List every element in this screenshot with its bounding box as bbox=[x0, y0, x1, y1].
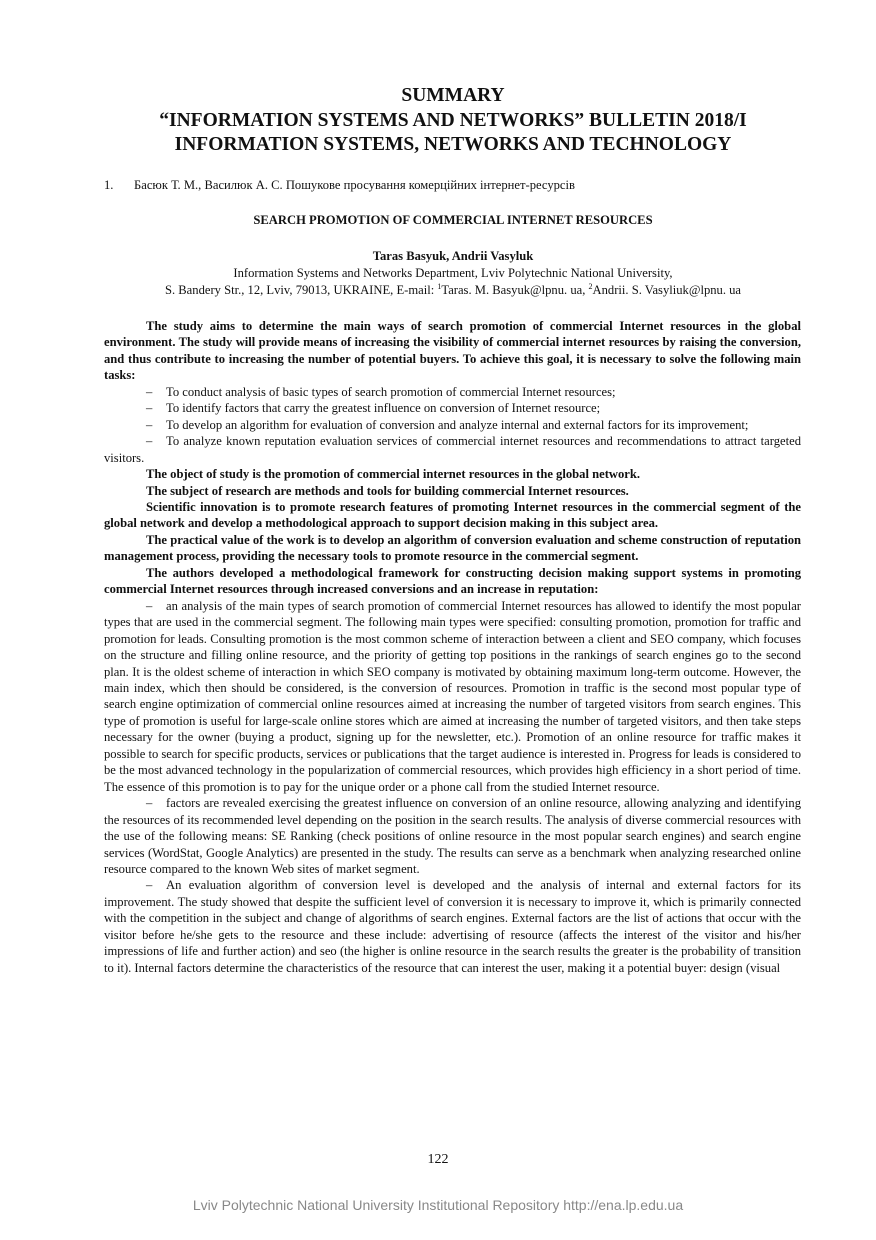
dash-marker: – bbox=[146, 384, 153, 399]
email-superscript: 2 bbox=[588, 281, 593, 291]
subject-paragraph: The subject of research are methods and tools for building commercial Internet resources. bbox=[146, 483, 629, 498]
page-number: 122 bbox=[427, 1152, 449, 1167]
email-superscript: 1 bbox=[437, 281, 442, 291]
dash-marker: – bbox=[146, 417, 153, 432]
task-text: To identify factors that carry the greatest influence on conversion of Internet resource; bbox=[166, 401, 601, 416]
task-item bbox=[104, 400, 801, 416]
address-text: S. Bandery Str., 12, Lviv, 79013, UKRAINE, E-mail: bbox=[164, 283, 438, 297]
address-line bbox=[100, 282, 806, 299]
header-title-line: “INFORMATION SYSTEMS AND NETWORKS” BULLETIN 2018/I bbox=[159, 109, 747, 131]
result-text: factors are revealed exercising the greatest influence on conversion of an online resource, allowing analyzing and identifying the resources of its recommended level depending on the position in the search results. The analysis of diverse commercial resources with the use of the following means: SE Ranking (check positions of online resource in the most popular search engines) and search engine services (WordStat, Google Analytics) are presented in the study. The results can serve as a benchmark when analyzing researched online resource compared to the known Web sites of market segment. bbox=[104, 796, 801, 876]
task-item bbox=[104, 384, 801, 400]
header-title-line: INFORMATION SYSTEMS, NETWORKS AND TECHNOLOGY bbox=[174, 134, 732, 155]
author-info bbox=[100, 248, 806, 299]
repository-footer[interactable]: Lviv Polytechnic National University Institutional Repository http://ena.lp.edu.ua bbox=[192, 1197, 684, 1213]
summary-header bbox=[100, 84, 806, 158]
email-link[interactable]: Andrii. S. Vasyliuk@lpnu. ua bbox=[592, 283, 742, 297]
dash-marker: – bbox=[146, 796, 153, 811]
dash-marker: – bbox=[146, 401, 153, 416]
object-paragraph: The object of study is the promotion of commercial internet resources in the global network. bbox=[146, 467, 641, 482]
reference-number: 1. bbox=[104, 178, 114, 192]
authors: Taras Basyuk, Andrii Vasyluk bbox=[372, 249, 534, 263]
email-link[interactable]: Taras. M. Basyuk@lpnu. ua, bbox=[441, 283, 589, 297]
result-text: An evaluation algorithm of conversion level is developed and the analysis of internal and external factors for its improvement. The study showed that despite the sufficient level of conversion it is necessary to improve it, which is primarily connected with the competition in the subject and change of algorithms of search engines. External factors are the list of actions that occur with the visitor before he/she gets to the resource and these include: advertising of resource (affects the interest of the visitor and his/her impressions of life and further action) and seo (the higher is online resource in the search results the greater is the probability of transition to it). Internal factors determine the characteristics of the resource that can interest the user, making it a potential buyer: design (visual bbox=[104, 878, 801, 975]
innovation-paragraph: Scientific innovation is to promote research features of promoting Internet resources in the commercial segment of the global network and develop a methodological approach to support decision making in this subject area. bbox=[104, 499, 801, 531]
header-title-line: SUMMARY bbox=[401, 85, 505, 106]
dash-marker: – bbox=[146, 598, 153, 613]
task-item bbox=[104, 433, 801, 466]
framework-paragraph: The authors developed a methodological framework for constructing decision making support systems in promoting commercial Internet resources through increased conversions and an increase in reputation: bbox=[104, 565, 801, 597]
task-text: To conduct analysis of basic types of search promotion of commercial Internet resources; bbox=[166, 384, 616, 399]
dash-marker: – bbox=[146, 434, 153, 449]
task-text: To analyze known reputation evaluation services of commercial internet resources and recommendations to attract targeted visitors. bbox=[104, 434, 801, 465]
task-item bbox=[104, 417, 801, 433]
dash-marker: – bbox=[146, 878, 153, 893]
reference-text: Басюк Т. М., Василюк А. С. Пошукове просування комерційних інтернет-ресурсів bbox=[134, 178, 575, 192]
aim-paragraph: The study aims to determine the main ways of search promotion of commercial Internet resources in the global environment. The study will provide means of increasing the visibility of commercial internet resources by raising the conversion, and thus contribute to increasing the number of potential buyers. To achieve this goal, it is necessary to solve the following main tasks: bbox=[104, 319, 801, 383]
practical-value-paragraph: The practical value of the work is to develop an algorithm of conversion evaluation and scheme construction of reputation management process, providing the necessary tools to promote resource in the commercial segment. bbox=[104, 532, 801, 564]
result-item bbox=[104, 795, 801, 877]
reference-entry bbox=[104, 177, 804, 193]
result-item bbox=[104, 598, 801, 795]
task-text: To develop an algorithm for evaluation of conversion and analyze internal and external factors for its improvement; bbox=[166, 417, 749, 432]
affiliation: Information Systems and Networks Department, Lviv Polytechnic National University, bbox=[233, 266, 673, 280]
result-text: an analysis of the main types of search promotion of commercial Internet resources has allowed to identify the most popular types that are used in the commercial segment. The following main types were specified: consulting promotion, promotion for traffic and promotion for leads. Consulting promotion is the most common scheme of interaction between a client and SEO company, which focuses on the structure and filling online resource, and the priority of getting top positions in the rankings of search engines go to the second plan. It is the oldest scheme of interaction in which SEO company is motivated by obtaining maximum long-term outcome. However, the main index, which then should be considered, is the conversion of resources. Promotion in traffic is the second most popular type of search engine optimization of commercial online resources aimed at increasing the number of targeted visitors from search engines. This type of promotion is useful for large-scale online stores which are aimed at increasing the number of targeted visitors, and then take steps necessary for the owner (buying a product, signing up for the newsletter, etc.). Promotion of an online resource for traffic makes it possible to search for specific products, services or publications that the target audience is interested in. Progress for leads is considered to be the most advanced technology in the popularization of commercial resources, which provides high efficiency in a short period of time. The essence of this promotion is to pay for the unique order or a phone call from the studied Internet resource. bbox=[104, 598, 801, 794]
article-title: SEARCH PROMOTION OF COMMERCIAL INTERNET RESOURCES bbox=[253, 213, 653, 227]
result-item bbox=[104, 877, 801, 976]
article-body bbox=[104, 318, 801, 976]
